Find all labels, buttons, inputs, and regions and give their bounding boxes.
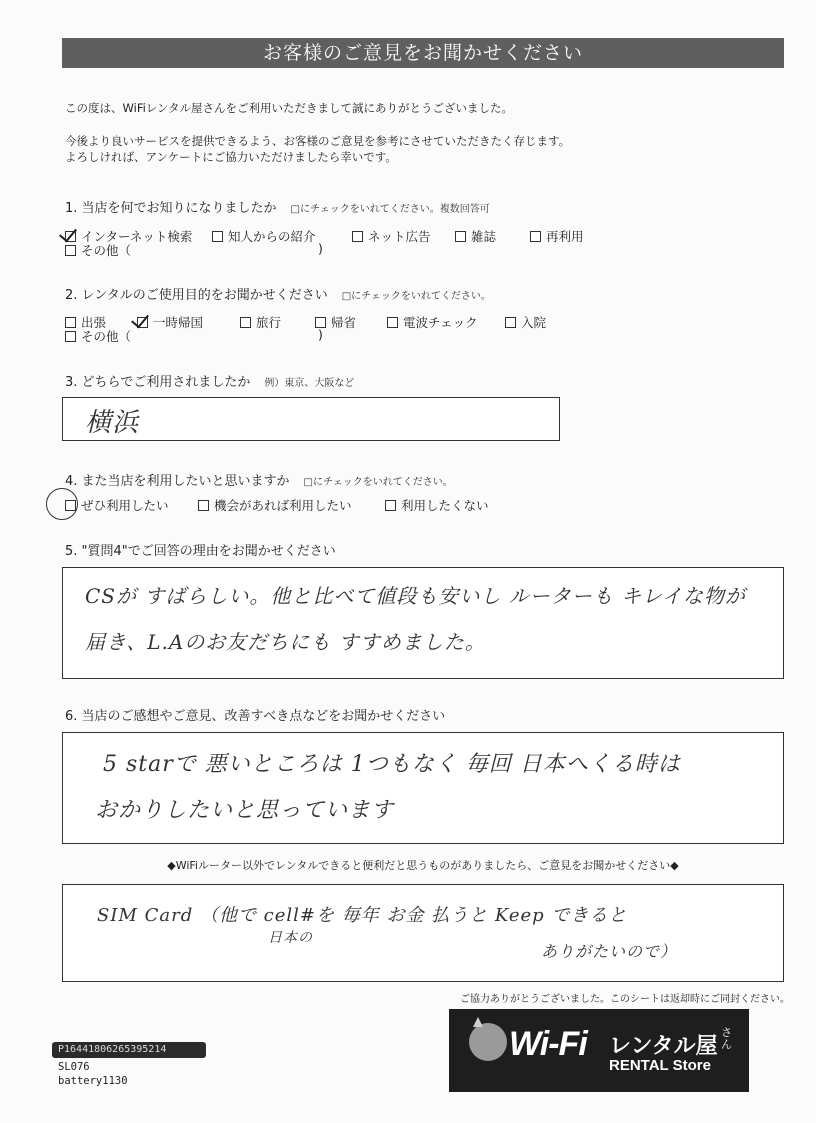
q1-option-reuse[interactable]: 再利用: [530, 227, 584, 245]
q1-option-net-ad[interactable]: ネット広告: [352, 227, 431, 245]
checkbox[interactable]: [505, 317, 516, 328]
q6-answer-line-1: 5 starで 悪いところは 1つもなく 毎回 日本へくる時は: [103, 752, 681, 777]
q1-option-other[interactable]: その他（: [65, 241, 131, 259]
q4-question: [65, 470, 453, 489]
q2-option-hospital[interactable]: 入院: [505, 313, 546, 331]
q3-question: [65, 371, 354, 390]
q1-note: □にチェックをいれてください。複数回答可: [290, 204, 490, 215]
q6-answer-line-2: おかりしたいと思っています: [95, 798, 395, 823]
q3-answer-box[interactable]: [62, 397, 560, 441]
q7-question: ◆WiFiルーター以外でレンタルできると便利だと思うものがありましたら、ご意見をお聞かせください◆: [167, 859, 679, 872]
q3-answer-text: 横浜: [85, 408, 140, 438]
checkbox[interactable]: [65, 331, 76, 342]
q4-note: □にチェックをいれてください。: [303, 477, 453, 488]
code-battery: battery1130: [58, 1075, 128, 1087]
q1-other-close: ): [318, 241, 323, 256]
q2-option-homecoming[interactable]: 帰省: [315, 313, 356, 331]
checkbox[interactable]: [455, 231, 466, 242]
q2-option-travel[interactable]: 旅行: [240, 313, 281, 331]
checkbox[interactable]: [198, 500, 209, 511]
logo-en-text: RENTAL Store: [609, 1057, 711, 1074]
q1-question: [65, 197, 490, 216]
checkbox[interactable]: [212, 231, 223, 242]
checkbox[interactable]: [387, 317, 398, 328]
checkbox[interactable]: [65, 500, 76, 511]
q1-option-magazine[interactable]: 雑誌: [455, 227, 496, 245]
q2-question: [65, 284, 491, 303]
q7-answer-insert: 日本の: [268, 930, 313, 946]
q5-answer-line-1: CSが すばらしい。他と比べて値段も安いし ルーターも キレイな物が: [85, 584, 746, 608]
q2-label: 2. レンタルのご使用目的をお聞かせください: [65, 288, 328, 303]
q2-other-close: ): [318, 327, 323, 342]
logo-wifi-text: Wi-Fi: [509, 1025, 587, 1063]
mascot-icon: [469, 1023, 507, 1061]
q4-option-definitely[interactable]: ぜひ利用したい: [65, 496, 169, 514]
logo-san-text: さん: [721, 1026, 732, 1051]
q4-option-if-chance[interactable]: 機会があれば利用したい: [198, 496, 352, 514]
q1-option-internet[interactable]: インターネット検索: [65, 227, 192, 245]
q3-label: 3. どちらでご利用されましたか: [65, 375, 251, 390]
q5-answer-line-2: 届き、L.Aのお友だちにも すすめました。: [85, 630, 486, 654]
checkbox[interactable]: [352, 231, 363, 242]
q1-option-referral[interactable]: 知人からの紹介: [212, 227, 316, 245]
footer-note: ご協力ありがとうございました。このシートは返却時にご同封ください。: [460, 994, 790, 1005]
crown-icon: [473, 1017, 483, 1027]
logo-jp-text: レンタル屋: [609, 1034, 718, 1059]
q5-answer-box[interactable]: [62, 567, 784, 679]
intro-line-3: よろしければ、アンケートにご協力いただけましたら幸いです。: [65, 150, 397, 164]
q5-question: 5. "質問4"でご回答の理由をお聞かせください: [65, 544, 336, 559]
intro-line-2: 今後より良いサービスを提供できるよう、お客様のご意見を参考にさせていただきたく存じます。: [65, 134, 571, 148]
barcode-label: P16441806265395214: [52, 1042, 206, 1058]
q7-answer-line-1: SIM Card （他で cell#を 毎年 お金 払うと Keep できると: [97, 905, 628, 926]
q2-note: □にチェックをいれてください。: [341, 291, 491, 302]
checkbox[interactable]: [240, 317, 251, 328]
q7-answer-box[interactable]: [62, 884, 784, 982]
q4-option-no[interactable]: 利用したくない: [385, 496, 489, 514]
q6-question: 6. 当店のご感想やご意見、改善すべき点などをお聞かせください: [65, 709, 446, 724]
q4-label: 4. また当店を利用したいと思いますか: [65, 474, 290, 489]
q7-answer-line-2: ありがたいので）: [541, 942, 678, 961]
checkbox[interactable]: [65, 245, 76, 256]
q2-option-business[interactable]: 出張: [65, 313, 106, 331]
q6-answer-box[interactable]: [62, 732, 784, 844]
q2-option-temp-return[interactable]: 一時帰国: [137, 313, 203, 331]
intro-line-1: この度は、WiFiレンタル屋さんをご利用いただきまして誠にありがとうございました。: [65, 101, 514, 115]
checkbox[interactable]: [385, 500, 396, 511]
q1-label: 1. 当店を何でお知りになりましたか: [65, 201, 277, 216]
q3-note: 例）東京、大阪など: [264, 378, 355, 389]
checkbox-checked[interactable]: [137, 317, 148, 328]
checkbox[interactable]: [530, 231, 541, 242]
wifi-rental-logo: [449, 1009, 749, 1092]
q2-option-other[interactable]: その他（: [65, 327, 131, 345]
q2-option-signal-check[interactable]: 電波チェック: [387, 313, 478, 331]
page-title: お客様のご意見をお聞かせください: [62, 38, 784, 68]
code-sl: SL076: [58, 1061, 90, 1073]
